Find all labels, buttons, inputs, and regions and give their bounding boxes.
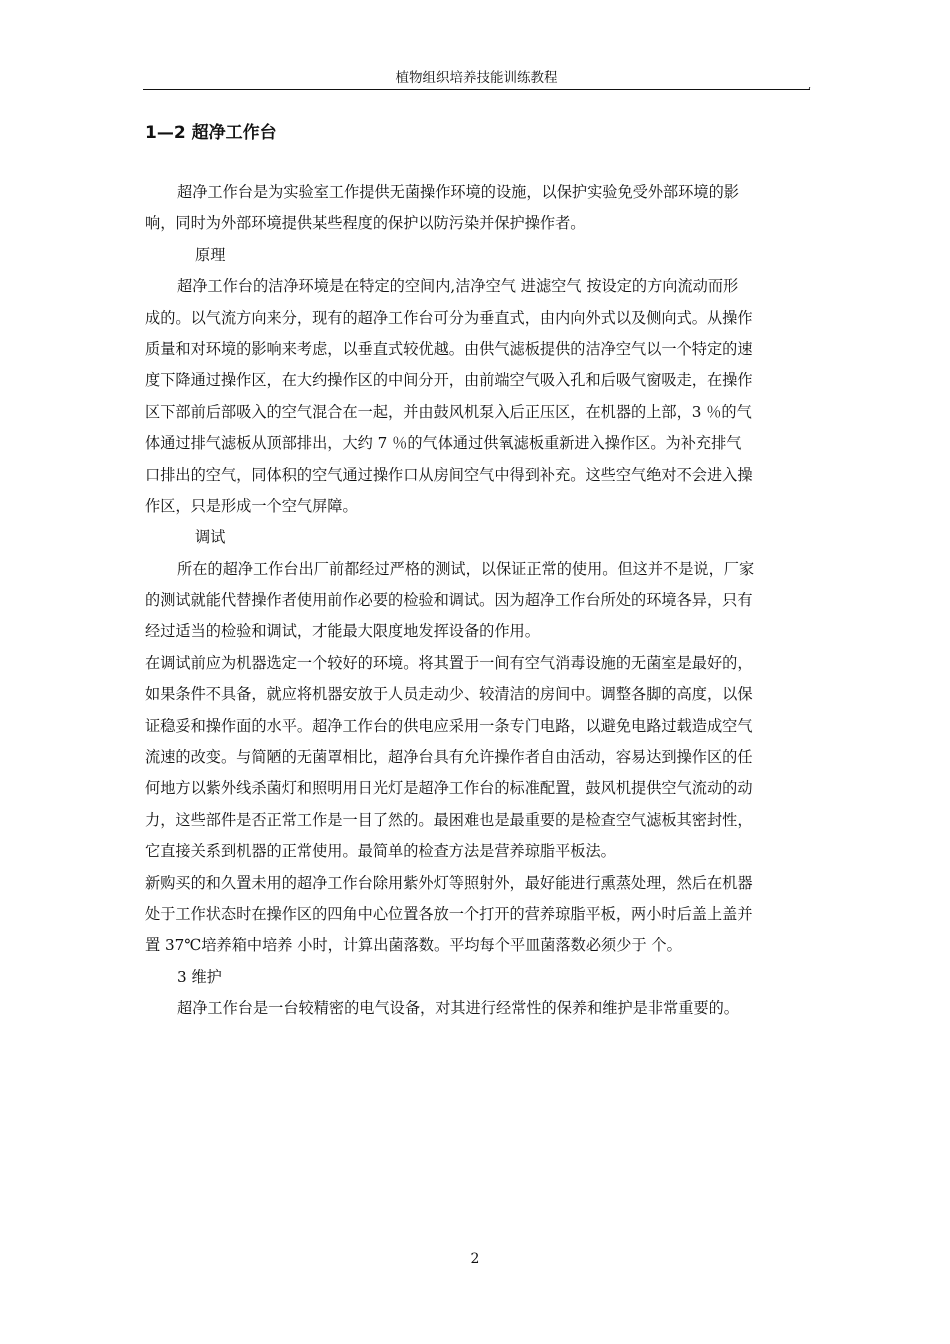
- header-rule: [143, 89, 810, 90]
- text-line: 如果条件不具备，就应将机器安放于人员走动少、较清洁的房间中。调整各脚的高度，以保: [145, 685, 753, 704]
- text-line: 置 37℃培养箱中培养 小时，计算出菌落数。平均每个平皿菌落数必须少于 个。: [145, 936, 682, 955]
- section-title: 1—2 超净工作台: [145, 123, 277, 143]
- text-line: 新购买的和久置未用的超净工作台除用紫外灯等照射外，最好能进行熏蒸处理，然后在机器: [145, 873, 753, 892]
- text-line: 区下部前后部吸入的空气混合在一起，并由鼓风机泵入后正压区，在机器的上部，3 ％的气: [145, 402, 752, 421]
- running-header: 植物组织培养技能训练教程: [395, 70, 558, 86]
- page-number: 2: [470, 1251, 480, 1267]
- subheading-principle: 原理: [195, 245, 226, 264]
- text-line: 超净工作台是为实验室工作提供无菌操作环境的设施，以保护实验免受外部环境的影: [177, 183, 739, 201]
- text-line: 度下降通过操作区，在大约操作区的中间分开，由前端空气吸入孔和后吸气窗吸走，在操作: [145, 371, 753, 390]
- text-line: 的测试就能代替操作者使用前作必要的检验和调试。因为超净工作台所处的环境各异，只有: [145, 591, 753, 610]
- text-line: 经过适当的检验和调试，才能最大限度地发挥设备的作用。: [145, 622, 540, 641]
- text-line: 它直接关系到机器的正常使用。最简单的检查方法是营养琼脂平板法。: [145, 842, 616, 861]
- header-mark: ,: [808, 80, 812, 91]
- body-text: [145, 177, 810, 1025]
- text-line: 超净工作台是一台较精密的电气设备，对其进行经常性的保养和维护是非常重要的。: [177, 999, 739, 1018]
- text-line: 何地方以紫外线杀菌灯和照明用日光灯是超净工作台的标准配置，鼓风机提供空气流动的动: [145, 779, 753, 798]
- subheading-maintenance: 3 维护: [177, 967, 222, 986]
- text-line: 体通过排气滤板从顶部排出，大约 7 ％的气体通过供氧滤板重新进入操作区。为补充排气: [145, 434, 742, 453]
- text-line: 处于工作状态时在操作区的四角中心位置各放一个打开的营养琼脂平板，两小时后盖上盖并: [145, 904, 753, 923]
- subheading-debugging: 调试: [195, 528, 226, 547]
- text-line: 证稳妥和操作面的水平。超净工作台的供电应采用一条专门电路，以避免电路过载造成空气: [145, 716, 753, 735]
- text-line: 作区，只是形成一个空气屏障。: [145, 496, 358, 515]
- text-line: 超净工作台的洁净环境是在特定的空间内,洁净空气 进滤空气 按设定的方向流动而形: [177, 277, 739, 296]
- text-line: 力，这些部件是否正常工作是一目了然的。最困难也是最重要的是检查空气滤板其密封性，: [145, 810, 753, 829]
- text-line: 质量和对环境的影响来考虑，以垂直式较优越。由供气滤板提供的洁净空气以一个特定的速: [145, 339, 753, 358]
- text-line: 流速的改变。与简陋的无菌罩相比，超净台具有允许操作者自由活动，容易达到操作区的任: [145, 748, 753, 767]
- text-line: 成的。以气流方向来分，现有的超净工作台可分为垂直式，由内向外式以及侧向式。从操作: [145, 308, 753, 327]
- text-line: 所在的超净工作台出厂前都经过严格的测试，以保证正常的使用。但这并不是说，厂家: [177, 559, 755, 578]
- text-line: 在调试前应为机器选定一个较好的环境。将其置于一间有空气消毒设施的无菌室是最好的，: [145, 653, 753, 672]
- text-line: 口排出的空气，同体积的空气通过操作口从房间空气中得到补充。这些空气绝对不会进入操: [145, 465, 753, 484]
- text-line: 响，同时为外部环境提供某些程度的保护以防污染并保护操作者。: [145, 214, 586, 233]
